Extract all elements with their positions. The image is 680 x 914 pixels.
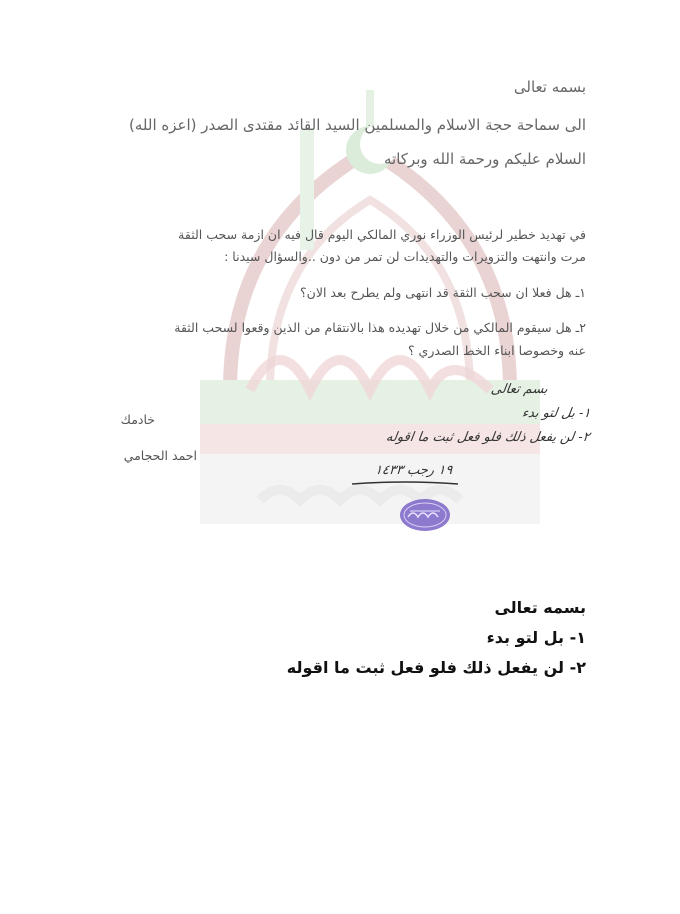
handwritten-line-1: بسم تعالى xyxy=(490,382,550,397)
handwritten-date: ١٩ رجب ١٤٣٣ xyxy=(373,463,454,478)
handwritten-line-2: ١- بل لتو بدء xyxy=(520,406,592,421)
letter-basmala: بسمه تعالى xyxy=(513,78,586,96)
official-seal-stamp xyxy=(398,497,452,533)
letter-greeting: السلام عليكم ورحمة الله وبركاته xyxy=(384,150,586,168)
typed-reply-line-3: ٢- لن يفعل ذلك فلو فعل ثبت ما اقوله xyxy=(286,658,586,677)
typed-reply-line-1: بسمه تعالى xyxy=(494,598,586,617)
letter-question-1: ١ـ هل فعلا ان سحب الثقة قد انتهى ولم يطرح بعد الان؟ xyxy=(300,285,586,300)
typed-reply-line-2: ١- بل لتو بدء xyxy=(486,628,586,647)
letter-question-2-line-2: عنه وخصوصا ابناء الخط الصدري ؟ xyxy=(407,343,586,358)
letter-sender-name: احمد الحجامي xyxy=(123,448,197,463)
date-underline xyxy=(350,478,460,488)
letter-body-line-1: في تهديد خطير لرئيس الوزراء نوري المالكي اليوم قال فيه ان ازمة سحب الثقة xyxy=(178,227,586,242)
letter-salutation: الى سماحة حجة الاسلام والمسلمين السيد القائد مقتدى الصدر (اعزه الله) xyxy=(129,116,586,134)
letter-body-line-2: مرت وانتهت والتزويرات والتهديدات لن تمر من دون ..والسؤال سيدنا : xyxy=(224,249,586,264)
letter-question-2-line-1: ٢ـ هل سيقوم المالكي من خلال تهديده هذا بالانتقام من الذين وقعوا لسحب الثقة xyxy=(174,320,586,335)
handwritten-line-3: ٢- لن يفعل ذلك فلو فعل ثبت ما اقوله xyxy=(385,430,592,445)
letter-sign-off: خادمك xyxy=(120,412,155,427)
